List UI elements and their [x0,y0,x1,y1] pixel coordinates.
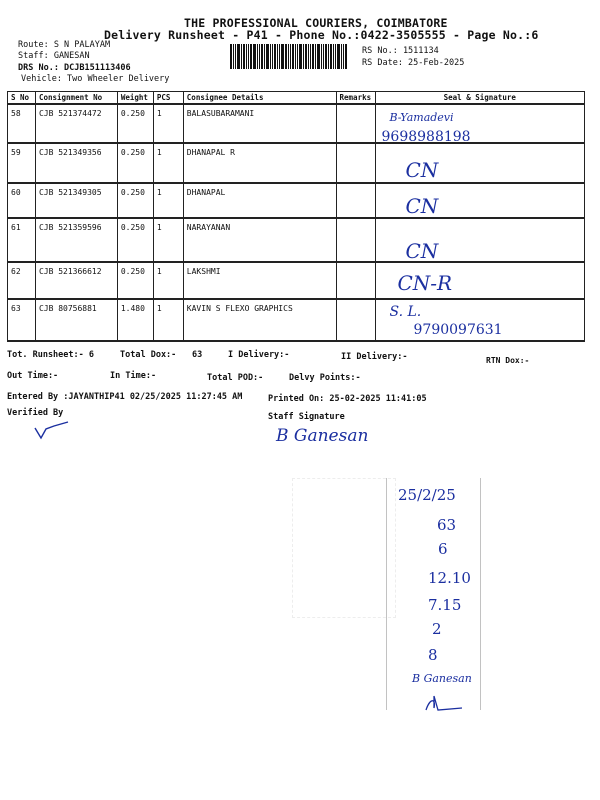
handwritten-phone: 9790097631 [413,322,503,338]
cell-signature [375,299,585,341]
cell-consignment: CJB 521374472 [35,104,117,143]
cell-pcs: 1 [153,262,183,299]
table-row [8,104,585,143]
cell-weight: 0.250 [117,262,153,299]
rs-number: RS No.: 1511134 [362,46,439,56]
divider [480,478,481,710]
tot-runsheet: Tot. Runsheet:- 6 [7,350,94,360]
staff-handwritten-signature: B Ganesan [276,426,369,446]
cell-weight: 0.250 [117,183,153,218]
table-header-row [8,92,585,105]
staff: Staff: GANESAN [18,51,90,61]
handwritten-signature: CN [405,158,439,182]
cell-consignee: BALASUBARAMANI [183,104,336,143]
note-value: 7.15 [428,596,462,614]
handwritten-notes-box [284,470,494,720]
cell-pcs: 1 [153,299,183,341]
cell-sno: 61 [8,218,36,262]
ii-delivery: II Delivery:- [341,352,408,362]
cell-signature [375,262,585,299]
cell-pcs: 1 [153,104,183,143]
col-weight: Weight [117,92,153,105]
note-signature: B Ganesan [412,672,472,685]
rtn-dox: RTN Dox:- [486,356,530,365]
handwritten-signature: B-Yamadevi [389,111,454,124]
note-value: 63 [437,516,457,534]
cell-pcs: 1 [153,218,183,262]
cell-sno: 62 [8,262,36,299]
divider [386,478,387,710]
out-time: Out Time:- [7,371,59,381]
cell-remarks [336,262,375,299]
cell-weight: 0.250 [117,218,153,262]
staff-signature-label: Staff Signature [268,412,345,422]
cell-consignment: CJB 521349356 [35,143,117,183]
note-value: 2 [432,620,442,638]
handwritten-signature: S. L. [389,304,422,320]
table-row [8,299,585,341]
table-row [8,262,585,299]
cell-consignee: NARAYANAN [183,218,336,262]
total-dox: Total Dox:- [120,350,177,360]
verified-by: Verified By [7,408,64,418]
note-date: 25/2/25 [398,486,456,504]
cell-consignee: LAKSHMI [183,262,336,299]
cell-consignee: KAVIN S FLEXO GRAPHICS [183,299,336,341]
drs-number: DRS No.: DCJB151113406 [18,63,131,73]
note-value: 8 [428,646,438,664]
runsheet-title: Delivery Runsheet - P41 - Phone No.:0422-3505555 - Page No.:6 [104,28,539,42]
col-seal-signature: Seal & Signature [375,92,585,105]
handwritten-phone: 9698988198 [381,129,471,145]
cell-consignment: CJB 521366612 [35,262,117,299]
company-name: THE PROFESSIONAL COURIERS, COIMBATORE [184,16,448,30]
cell-signature [375,183,585,218]
cell-consignee: DHANAPAL [183,183,336,218]
note-initials-mark [422,694,466,714]
total-dox-value: 63 [192,350,203,360]
cell-signature [375,143,585,183]
handwritten-signature: CN [405,194,439,218]
cell-consignment: CJB 521359596 [35,218,117,262]
cell-pcs: 1 [153,183,183,218]
cell-sno: 58 [8,104,36,143]
cell-weight: 0.250 [117,143,153,183]
cell-sno: 60 [8,183,36,218]
route: Route: S N PALAYAM [18,40,111,50]
cell-sno: 63 [8,299,36,341]
cell-consignee: DHANAPAL R [183,143,336,183]
col-remarks: Remarks [336,92,375,105]
i-delivery: I Delivery:- [228,350,290,360]
cell-remarks [336,218,375,262]
table-row [8,218,585,262]
note-value: 12.10 [428,569,471,587]
cell-remarks [336,143,375,183]
entered-by: Entered By :JAYANTHIP41 02/25/2025 11:27:45 AM [7,392,243,402]
cell-remarks [336,183,375,218]
note-value: 6 [438,540,448,558]
vehicle: Vehicle: Two Wheeler Delivery [21,74,170,84]
cell-weight: 0.250 [117,104,153,143]
printed-on: Printed On: 25-02-2025 11:41:05 [268,394,427,404]
delvy-points: Delvy Points:- [289,373,361,383]
cell-consignment: CJB 80756881 [35,299,117,341]
rs-date: RS Date: 25-Feb-2025 [362,58,465,68]
table-row [8,143,585,183]
cell-remarks [336,104,375,143]
col-sno: S No [8,92,36,105]
cell-weight: 1.480 [117,299,153,341]
total-pod: Total POD:- [207,373,264,383]
cell-sno: 59 [8,143,36,183]
col-pcs: PCS [153,92,183,105]
runsheet-table [7,91,585,342]
cell-remarks [336,299,375,341]
col-consignee: Consignee Details [183,92,336,105]
handwritten-signature: CN-R [397,271,453,295]
cell-signature [375,218,585,262]
cell-consignment: CJB 521349305 [35,183,117,218]
handwritten-signature: CN [405,239,439,263]
table-row [8,183,585,218]
barcode [230,44,356,69]
faded-stamp [292,478,396,618]
cell-pcs: 1 [153,143,183,183]
col-consignment: Consignment No [35,92,117,105]
in-time: In Time:- [110,371,157,381]
verified-signature-mark [32,420,72,442]
cell-signature [375,104,585,143]
